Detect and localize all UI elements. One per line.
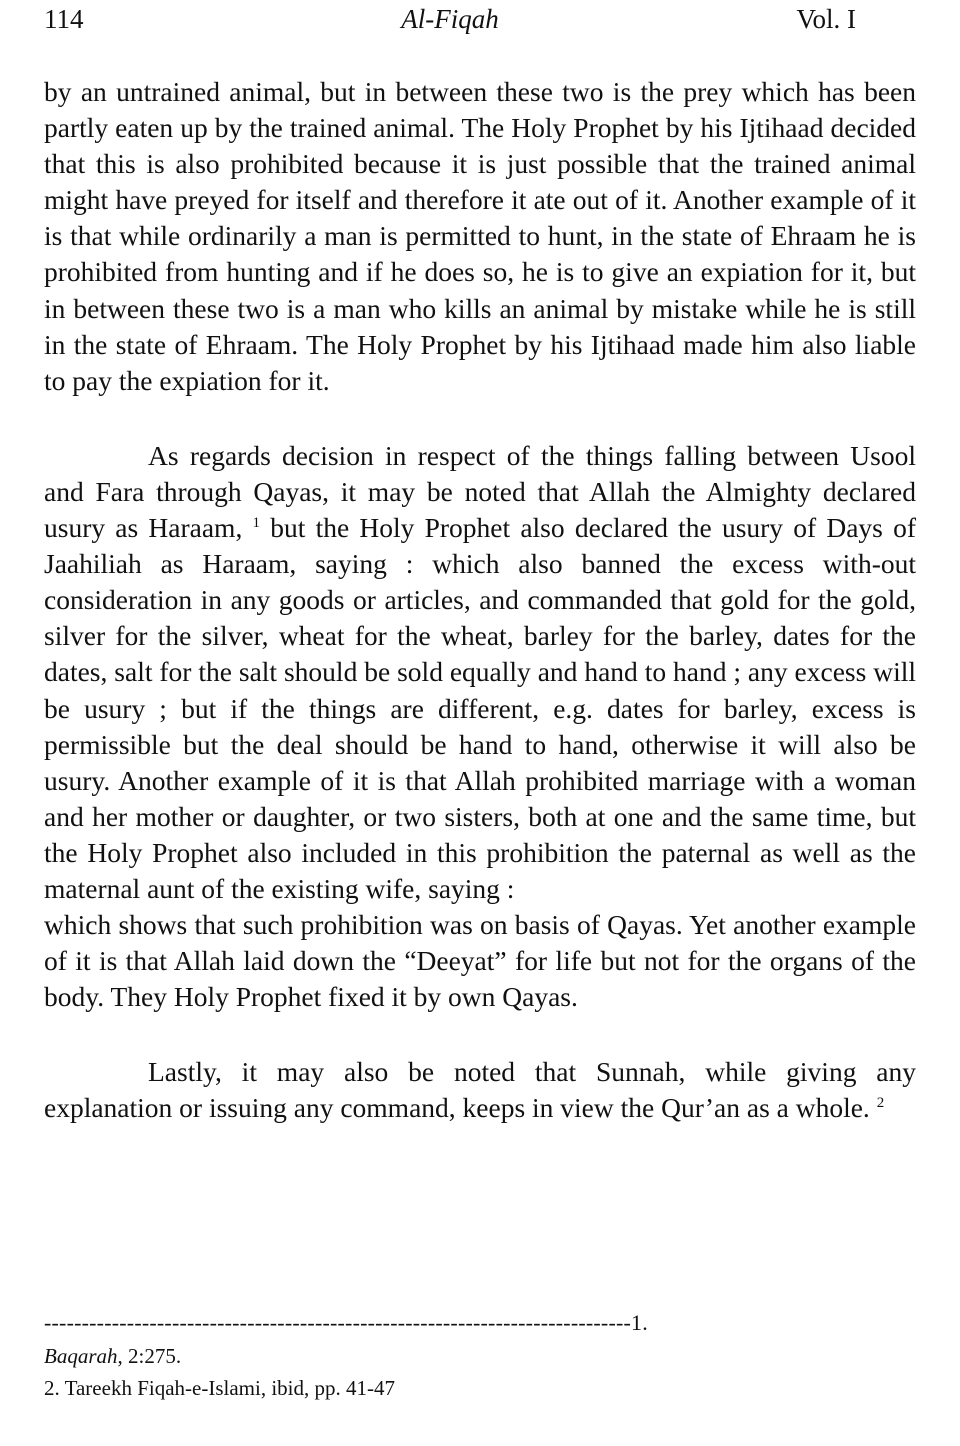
footnote-ref-1[interactable]: 1 [252, 514, 261, 531]
paragraph-2-start: As regards decision in respect of the things falling between Usool and Fara through Qayas, it may be noted that Allah the Almighty declared usury as Haraam, [44, 439, 916, 544]
page-header [44, 4, 856, 38]
footnote-ref-2[interactable]: 2 [876, 1095, 885, 1112]
body-text [44, 74, 916, 1127]
paragraph-4 [44, 1054, 916, 1126]
footnote-1-ref: , 2:275. [117, 1344, 182, 1368]
paragraph-2-rest: but the Holy Prophet also declared the usury of Days of Jaahiliah as Haraam, saying : which also banned the excess with-out consideration in any goods or articles, and commanded that gold for the gold, silver for the silver, wheat for the wheat, barley for the barley, dates for the dates, salt for the salt should be sold equally and hand to hand ; any excess will be usury ; but if the things are different, e.g. dates for barley, excess is permissible but the deal should be hand to hand, otherwise it will also be usury. Another example of it is that Allah prohibited marriage with a woman and her mother or daughter, or two sisters, both at one and the same time, but the Holy Prophet also included in this prohibition the paternal as well as the maternal aunt of the existing wife, saying : [44, 512, 916, 904]
paragraph-2 [44, 438, 916, 907]
page-number: 114 [44, 4, 84, 34]
paragraph-1: by an untrained animal, but in between these two is the prey which has been partly eaten up by the trained animal. The Holy Prophet by his Ijtihaad decided that this is also prohibited because it is just possible that the trained animal might have preyed for itself and therefore it ate out of it. Another example of it is that while ordinarily a man is permitted to hunt, in the state of Ehraam he is prohibited from hunting and if he does so, he is to give an expiation for it, but in between these two is a man who kills an animal by mistake while he is still in the state of Ehraam. The Holy Prophet by his Ijtihaad made him also liable to pay the expiation for it. [44, 76, 916, 396]
footnote-separator: ------------------------------------------------------------------------------1. [44, 1310, 648, 1335]
paragraph-4-text: Lastly, it may also be noted that Sunnah, while giving any explanation or issuing any command, keeps in view the Qur’an as a whole. [44, 1056, 916, 1124]
volume-label: Vol. I [796, 4, 856, 34]
footnote-2: 2. Tareekh Fiqah-e-Islami, ibid, pp. 41-47 [44, 1376, 395, 1400]
footnotes [44, 1340, 395, 1404]
running-title: Al-Fiqah [401, 4, 499, 34]
footnote-1 [44, 1340, 395, 1372]
footnote-1-source: Baqarah [44, 1344, 118, 1368]
paragraph-3: which shows that such prohibition was on basis of Qayas. Yet another example of it is that Allah laid down the “Deeyat” for life but not for the organs of the body. They Holy Prophet fixed it by own Qayas. [44, 909, 916, 1013]
